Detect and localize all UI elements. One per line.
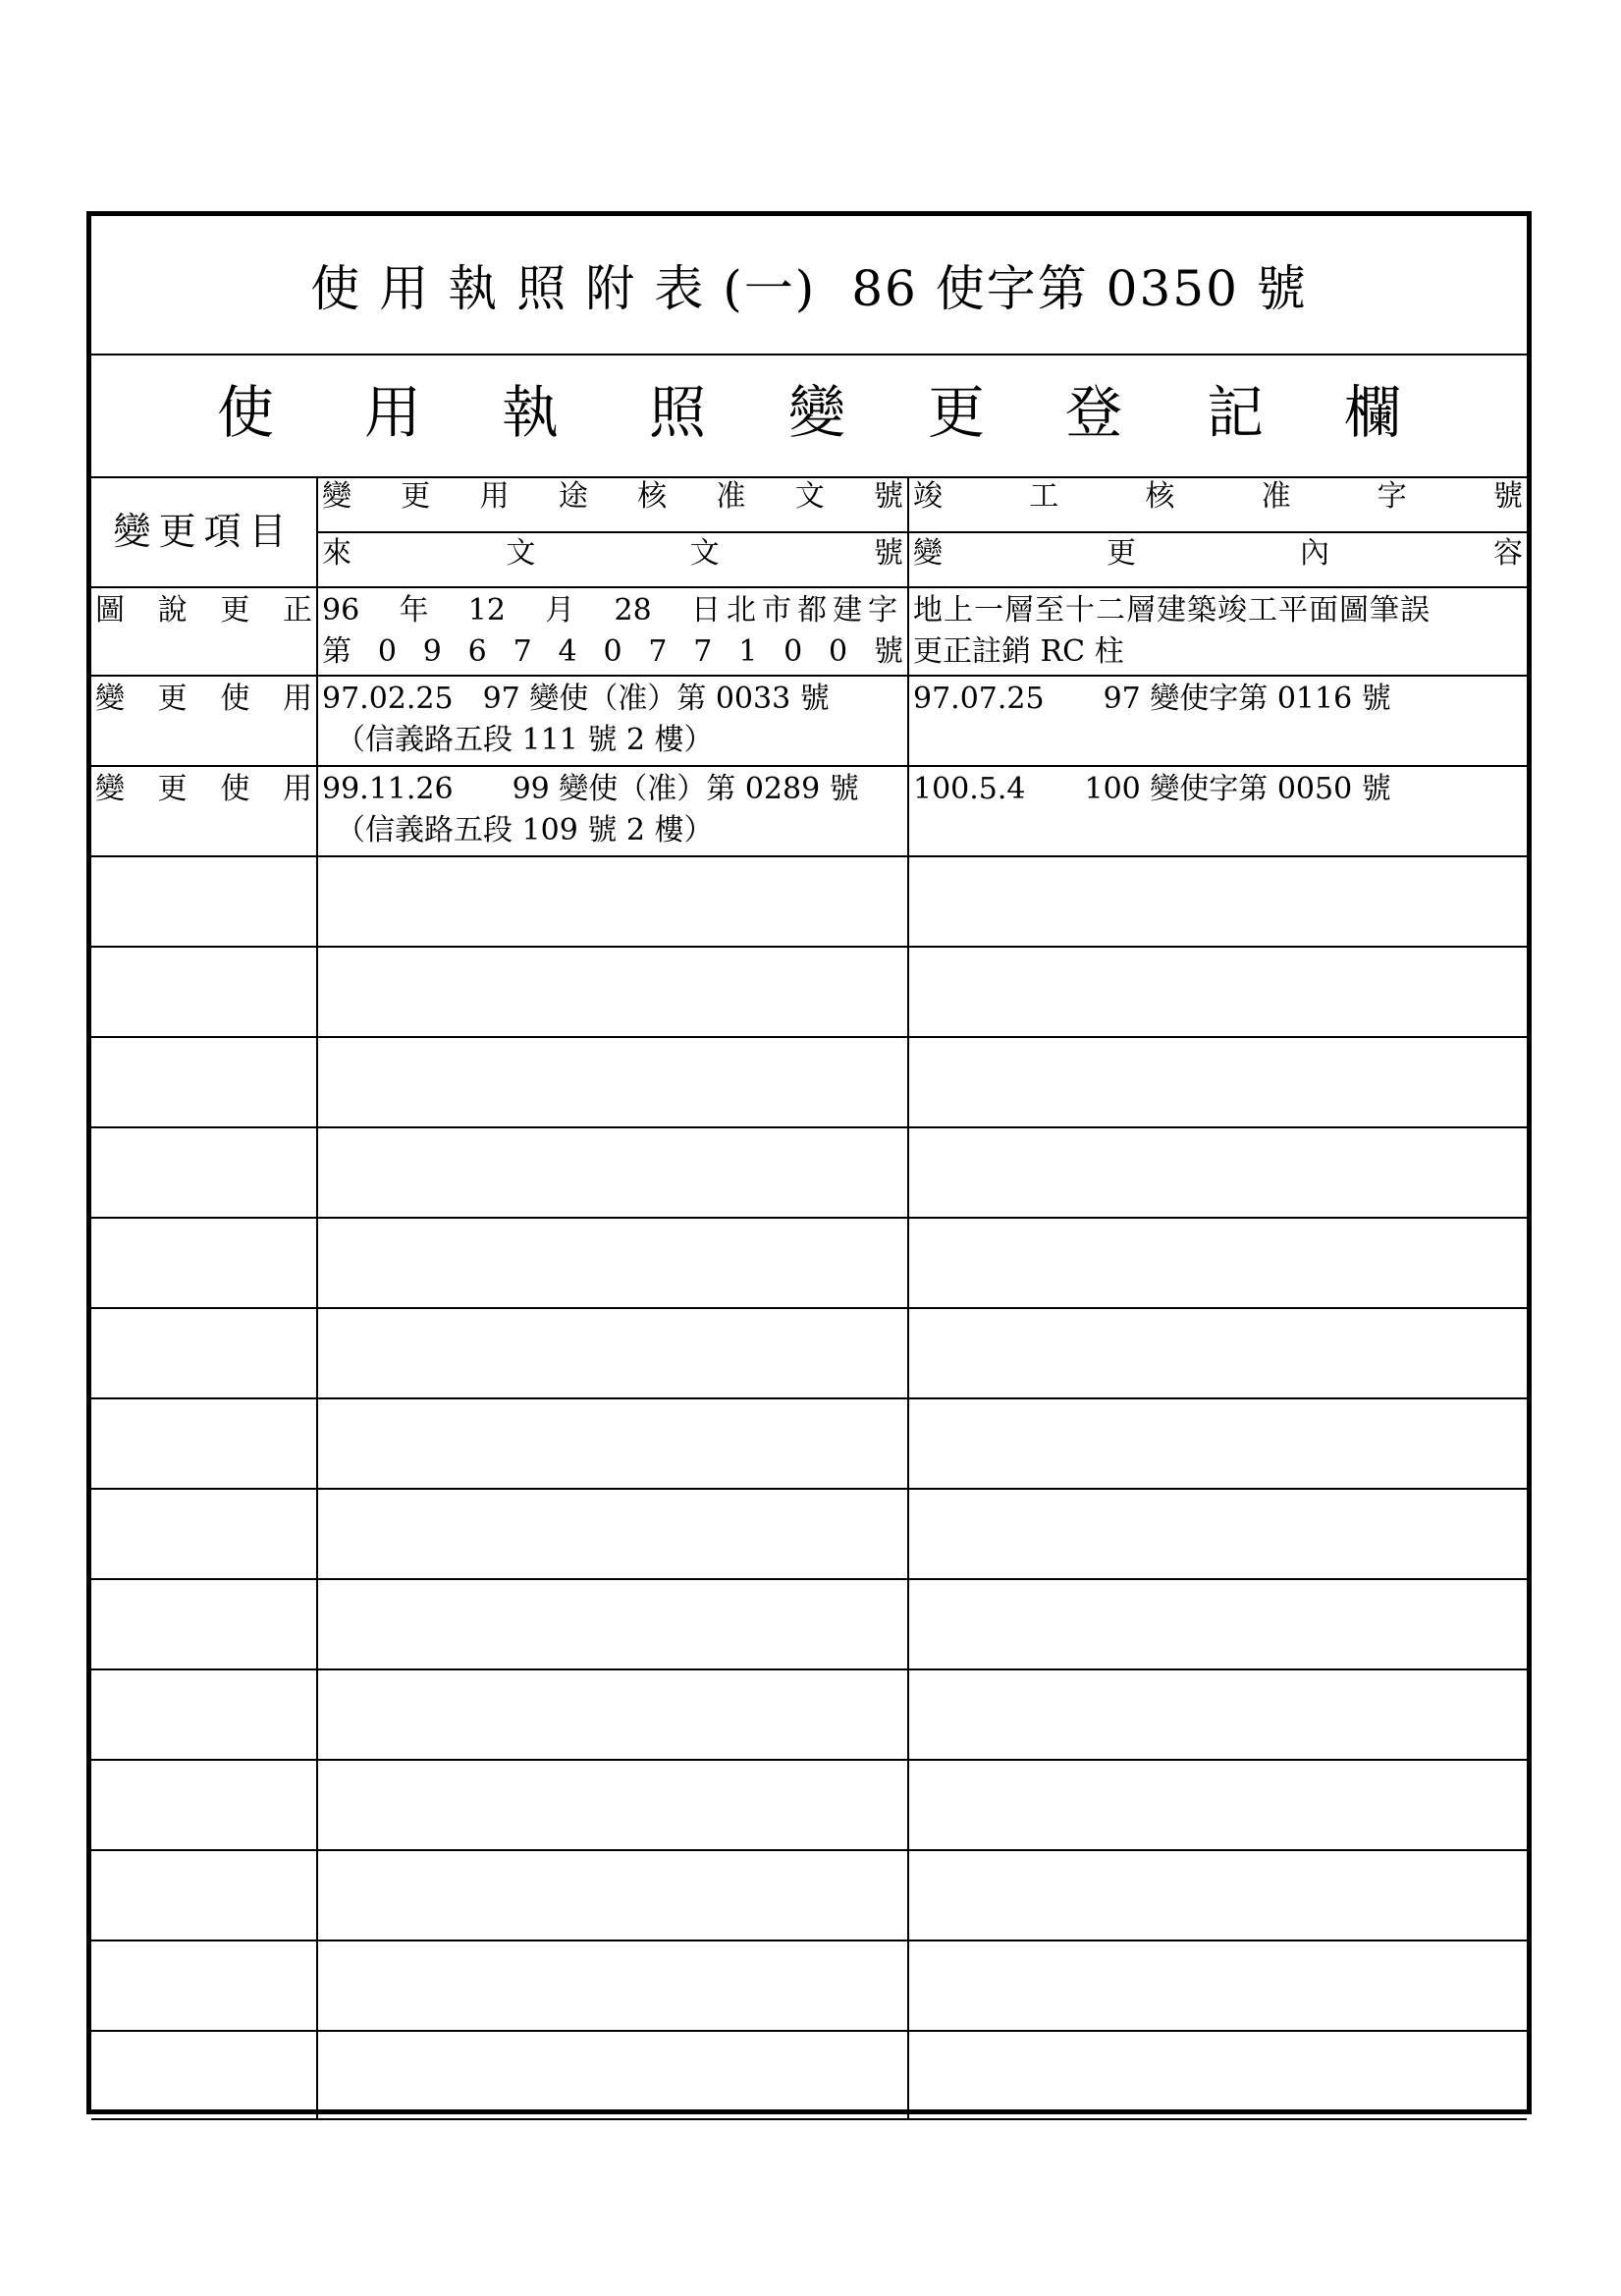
col3-header-top: 竣 工 核 准 字 號 bbox=[908, 476, 1527, 532]
change-content-cell: 100.5.4 100 變使字第 0050 號 bbox=[908, 766, 1527, 856]
subtitle-char: 變 bbox=[788, 379, 846, 446]
change-content-cell: 地上一層至十二層建築竣工平面圖筆誤 更正註銷 RC 柱 bbox=[908, 587, 1527, 676]
empty-cell bbox=[91, 1218, 317, 1308]
empty-cell bbox=[91, 1489, 317, 1579]
empty-cell bbox=[908, 1941, 1527, 2031]
empty-cell bbox=[317, 1850, 908, 1941]
empty-row bbox=[91, 1941, 1527, 2031]
doc-number-cell: 97.02.25 97 變使（准）第 0033 號 （信義路五段 111 號 2 樓） bbox=[317, 676, 908, 766]
change-item-cell: 變 更 使 用 bbox=[91, 676, 317, 766]
empty-row bbox=[91, 947, 1527, 1037]
subtitle-char: 執 bbox=[502, 379, 560, 446]
empty-cell bbox=[317, 1127, 908, 1218]
subtitle-char: 照 bbox=[649, 379, 707, 446]
empty-row bbox=[91, 1579, 1527, 1669]
empty-cell bbox=[91, 1850, 317, 1941]
empty-cell bbox=[91, 856, 317, 947]
empty-row bbox=[91, 1850, 1527, 1941]
empty-row bbox=[91, 1760, 1527, 1850]
empty-cell bbox=[908, 1308, 1527, 1398]
title-char: 使 bbox=[310, 260, 362, 317]
empty-row bbox=[91, 1308, 1527, 1398]
doc-number-cell: 96 年 12 月 28 日北市都建字 第 0 9 6 7 4 0 7 7 1 0 0 號 bbox=[317, 587, 908, 676]
change-item-cell: 變 更 使 用 bbox=[91, 766, 317, 856]
table-row bbox=[91, 587, 1527, 676]
empty-cell bbox=[91, 1398, 317, 1489]
subtitle-char: 記 bbox=[1207, 379, 1265, 446]
empty-cell bbox=[908, 1850, 1527, 1941]
empty-cell bbox=[91, 1308, 317, 1398]
empty-cell bbox=[91, 1760, 317, 1850]
empty-cell bbox=[317, 1941, 908, 2031]
title-char: 執 bbox=[448, 260, 500, 317]
header-row bbox=[91, 476, 1527, 532]
empty-cell bbox=[317, 1037, 908, 1127]
empty-cell bbox=[908, 1669, 1527, 1760]
empty-cell bbox=[317, 1398, 908, 1489]
subtitle-char: 用 bbox=[364, 379, 422, 446]
empty-cell bbox=[908, 947, 1527, 1037]
table-row bbox=[91, 676, 1527, 766]
empty-row bbox=[91, 1398, 1527, 1489]
empty-row bbox=[91, 856, 1527, 947]
change-item-cell: 圖 說 更 正 bbox=[91, 587, 317, 676]
col2-header-top: 變 更 用 途 核 准 文 號 bbox=[317, 476, 908, 532]
empty-cell bbox=[908, 1760, 1527, 1850]
empty-cell bbox=[91, 1127, 317, 1218]
empty-cell bbox=[317, 1669, 908, 1760]
subtitle-char: 更 bbox=[928, 379, 986, 446]
empty-row bbox=[91, 1127, 1527, 1218]
title-char: 照 bbox=[516, 260, 568, 317]
subtitle-char: 欄 bbox=[1344, 379, 1402, 446]
subtitle-char: 使 bbox=[217, 379, 275, 446]
item-column-header: 變更項目 bbox=[91, 476, 317, 587]
empty-cell bbox=[317, 856, 908, 947]
page-title bbox=[91, 216, 1527, 355]
empty-cell bbox=[317, 947, 908, 1037]
subtitle-char: 登 bbox=[1065, 379, 1123, 446]
empty-cell bbox=[317, 1489, 908, 1579]
change-content-cell: 97.07.25 97 變使字第 0116 號 bbox=[908, 676, 1527, 766]
empty-cell bbox=[317, 2031, 908, 2119]
empty-cell bbox=[91, 947, 317, 1037]
empty-cell bbox=[91, 1669, 317, 1760]
title-char: (一) bbox=[723, 260, 817, 317]
empty-cell bbox=[908, 1037, 1527, 1127]
title-char: 表 bbox=[654, 260, 706, 317]
empty-cell bbox=[317, 1579, 908, 1669]
col3-header-bottom: 變 更 內 容 bbox=[908, 532, 1527, 588]
table-row bbox=[91, 766, 1527, 856]
col2-header-bottom: 來 文 文 號 bbox=[317, 532, 908, 588]
section-subtitle bbox=[91, 354, 1527, 478]
empty-cell bbox=[317, 1760, 908, 1850]
form-frame bbox=[86, 211, 1532, 2114]
empty-cell bbox=[317, 1308, 908, 1398]
empty-cell bbox=[91, 1579, 317, 1669]
change-register-table bbox=[91, 476, 1527, 2120]
empty-cell bbox=[317, 1218, 908, 1308]
title-char: 用 bbox=[379, 260, 431, 317]
empty-cell bbox=[908, 1127, 1527, 1218]
empty-row bbox=[91, 1489, 1527, 1579]
empty-cell bbox=[908, 1579, 1527, 1669]
empty-cell bbox=[908, 856, 1527, 947]
empty-row bbox=[91, 1218, 1527, 1308]
empty-cell bbox=[91, 1037, 317, 1127]
empty-cell bbox=[91, 2031, 317, 2119]
title-char: 附 bbox=[585, 260, 637, 317]
empty-cell bbox=[91, 1941, 317, 2031]
empty-cell bbox=[908, 1489, 1527, 1579]
empty-cell bbox=[908, 1218, 1527, 1308]
doc-number-cell: 99.11.26 99 變使（准）第 0289 號 （信義路五段 109 號 2 樓） bbox=[317, 766, 908, 856]
empty-row bbox=[91, 1669, 1527, 1760]
empty-row bbox=[91, 1037, 1527, 1127]
permit-number: 86 使字第 0350 號 bbox=[851, 260, 1308, 317]
empty-cell bbox=[908, 1398, 1527, 1489]
empty-row bbox=[91, 2031, 1527, 2119]
empty-cell bbox=[908, 2031, 1527, 2119]
